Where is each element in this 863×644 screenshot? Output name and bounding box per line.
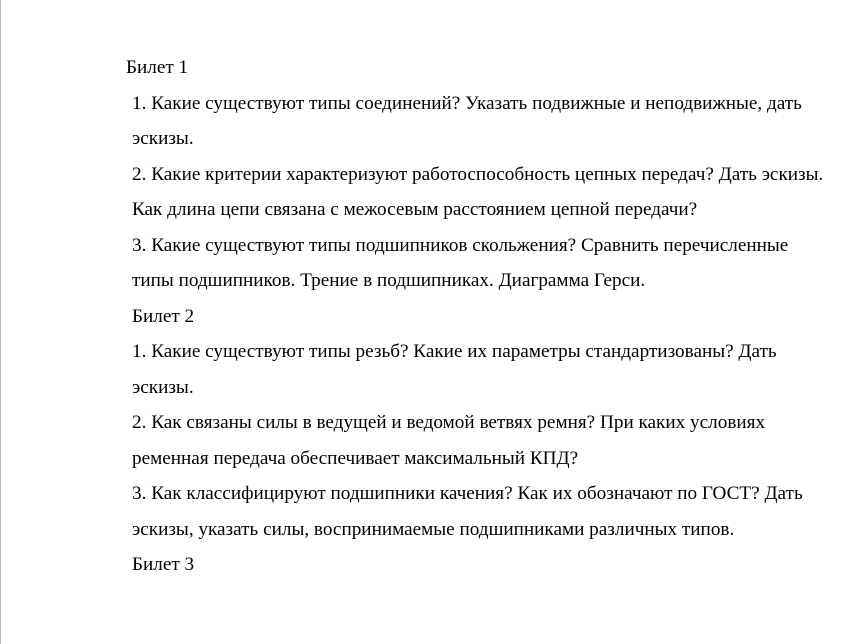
- ticket-2-heading: Билет 2: [132, 305, 195, 327]
- ticket-2-question-3: 3. Как классифицируют подшипники качения? Как их обозначают по ГОСТ? Дать эскизы, указать силы, воспринимаемые подшипниками различных типов.: [132, 483, 803, 540]
- ticket-1-heading: Билет 1: [126, 57, 189, 78]
- document-body: [126, 50, 826, 583]
- ticket-1-question-3: 3. Какие существуют типы подшипников скольжения? Сравнить перечисленные типы подшипников. Трение в подшипниках. Диаграмма Герси.: [132, 234, 789, 291]
- ticket-2-question-2: 2. Как связаны силы в ведущей и ведомой ветвях ремня? При каких условиях ременная передача обеспечивает максимальный КПД?: [132, 412, 766, 469]
- ticket-1-question-2: 2. Какие критерии характеризуют работоспособность цепных передач? Дать эскизы. Как длина цепи связана с межосевым расстоянием цепной передачи?: [132, 163, 824, 220]
- ticket-1-question-1: 1. Какие существуют типы соединений? Указать подвижные и неподвижные, дать эскизы.: [132, 92, 802, 149]
- ticket-2-question-1: 1. Какие существуют типы резьб? Какие их параметры стандартизованы? Дать эскизы.: [132, 341, 777, 398]
- ticket-3-heading: Билет 3: [132, 554, 195, 575]
